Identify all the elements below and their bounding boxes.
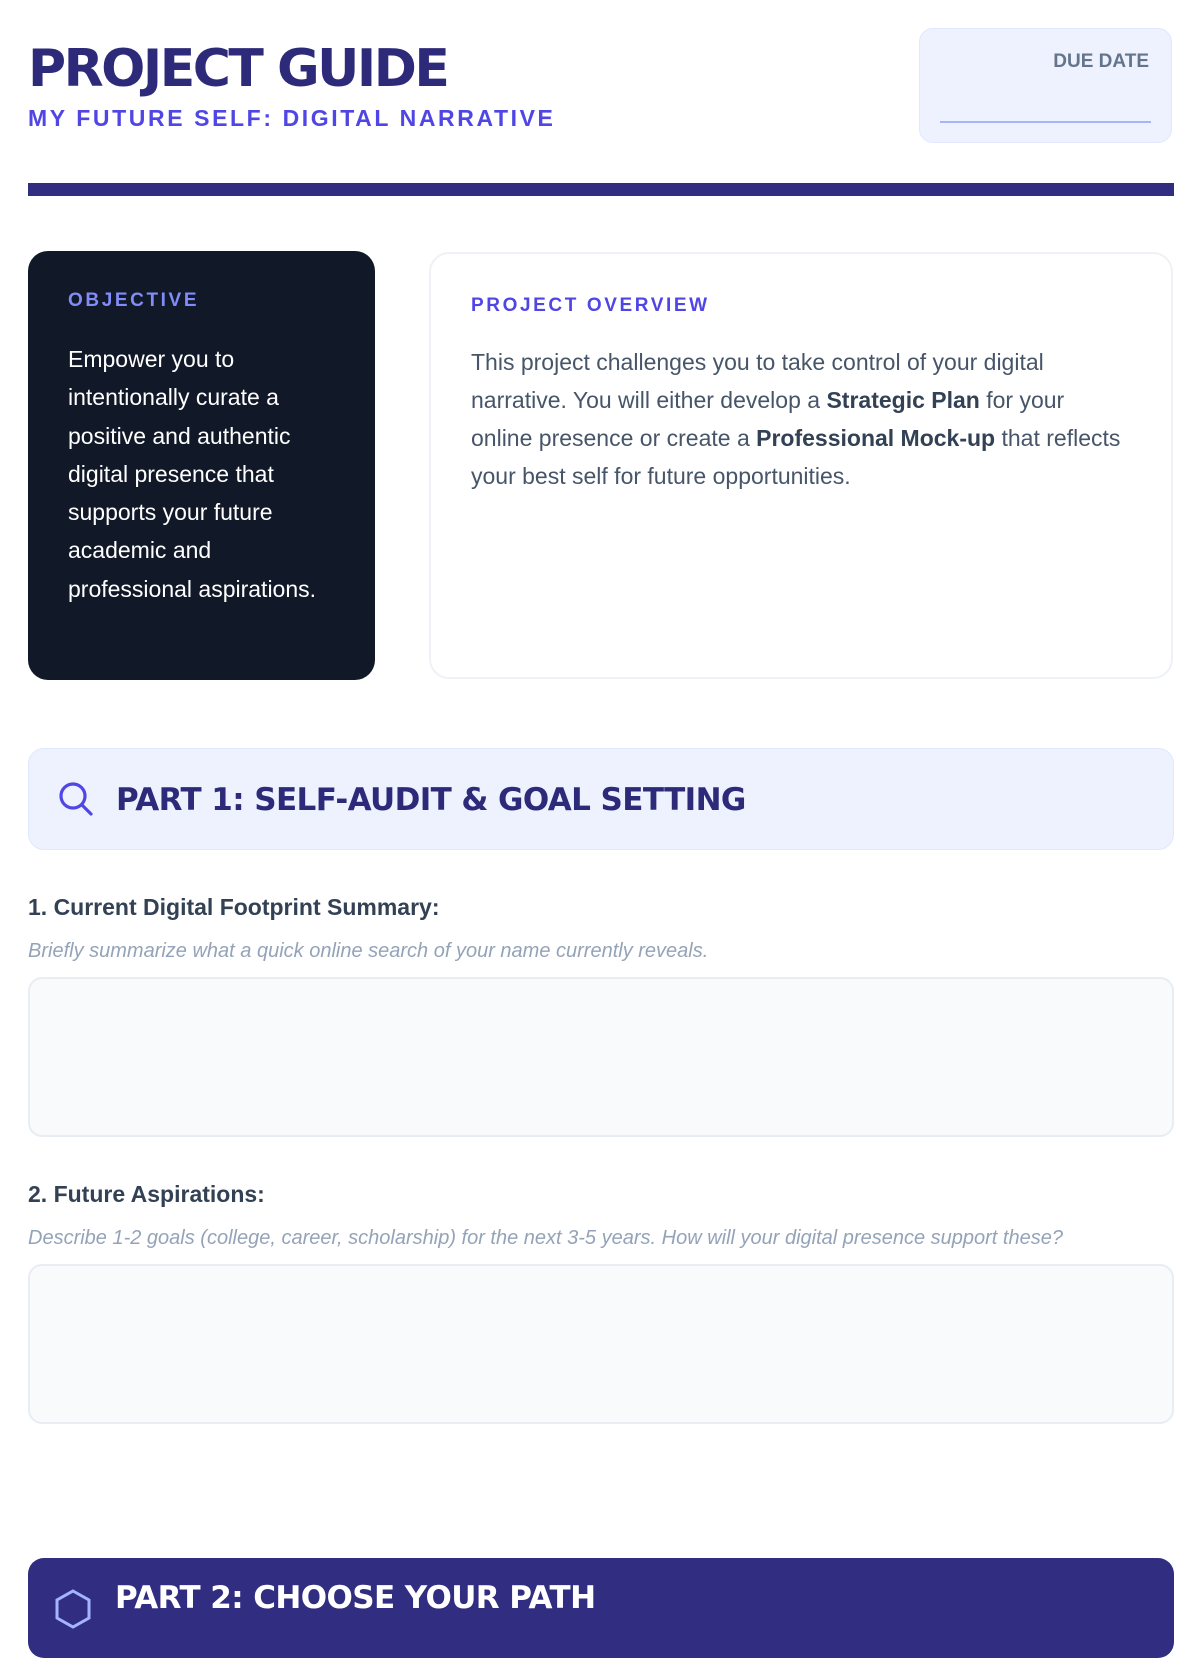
question-2-label: 2. Future Aspirations: xyxy=(28,1181,265,1207)
search-icon xyxy=(57,780,95,818)
question-2-answer-box[interactable] xyxy=(28,1264,1174,1424)
overview-heading: PROJECT OVERVIEW xyxy=(471,295,710,316)
question-2-hint: Describe 1-2 goals (college, career, scholarship) for the next 3-5 years. How will your digital presence support these? xyxy=(28,1227,1063,1249)
page-title: PROJECT GUIDE xyxy=(28,39,448,99)
objective-heading: OBJECTIVE xyxy=(68,290,200,311)
header-divider xyxy=(28,183,1174,196)
overview-text xyxy=(471,343,1131,495)
due-date-label: DUE DATE xyxy=(1053,51,1149,72)
overview-card xyxy=(429,252,1173,679)
part2-header xyxy=(28,1558,1174,1658)
objective-card xyxy=(28,251,375,680)
page-subtitle: MY FUTURE SELF: DIGITAL NARRATIVE xyxy=(28,105,556,131)
part2-title: PART 2: CHOOSE YOUR PATH xyxy=(115,1580,596,1616)
overview-text-part-3: that reflects your best self for future opportunities. xyxy=(471,425,1121,489)
due-date-write-line[interactable] xyxy=(940,121,1151,123)
overview-text-part-2: for your online presence or create a xyxy=(471,387,1065,451)
question-1-hint: Briefly summarize what a quick online search of your name currently reveals. xyxy=(28,940,709,962)
overview-text-part-1: This project challenges you to take control of your digital narrative. You will either develop a xyxy=(471,349,1044,413)
question-1-label: 1. Current Digital Footprint Summary: xyxy=(28,894,440,920)
part1-header xyxy=(28,748,1174,850)
question-1-answer-box[interactable] xyxy=(28,977,1174,1137)
part1-title: PART 1: SELF-AUDIT & GOAL SETTING xyxy=(116,782,746,818)
objective-text: Empower you to intentionally curate a positive and authentic digital presence that supports your future academic and professional aspirations. xyxy=(68,346,317,602)
professional-mockup-emphasis: Professional Mock-up xyxy=(756,425,996,451)
strategic-plan-emphasis: Strategic Plan xyxy=(826,387,980,413)
due-date-box xyxy=(919,28,1172,143)
hexagon-icon xyxy=(54,1588,92,1630)
